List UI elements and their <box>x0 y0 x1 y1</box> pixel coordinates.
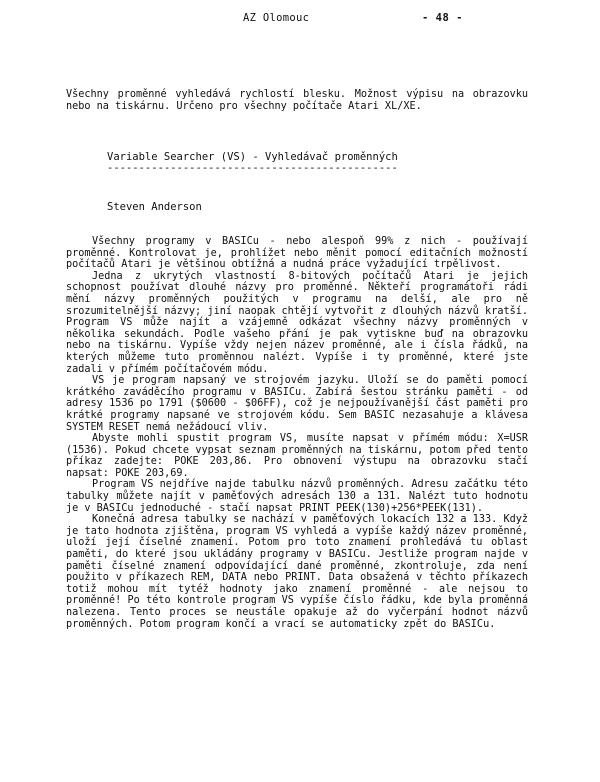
article-body <box>66 236 528 630</box>
page-header <box>0 12 600 28</box>
body-paragraph: Konečná adresa tabulky se nachází v paměťových lokacích 132 a 133. Když je tato hodnota zjištěna, program VS vyhledá a vypíše každý název proměnné, uloží její číselné znamení. Potom pro toto znamení prohledává tu oblast paměti, do které jsou ukládány programy v BASICu. Jestliže program najde v paměti číselné znamení odpovídající dané proměnné, zkontroluje, zda není použito v příkazech REM, DATA nebo PRINT. Data obsažená v těchto příkazech totiž mohou mít tytéž hodnoty jako znamení proměnné - ale nejsou to proměnné! Po této kontrole program VS vypíše číslo řádku, kde byla proměnná nalezena. Tento proces se neustále opakuje až do vyčerpání hodnot názvů proměnných. Potom program končí a vrací se automaticky zpět do BASICu. <box>66 514 528 630</box>
body-paragraph: Abyste mohli spustit program VS, musíte napsat v přímém módu: X=USR (1536). Pokud chcete vypsat seznam proměnných na tiskárnu, potom před tento příkaz zadejte: POKE 203,86. Pro obnovení výstupu na obrazovku stačí napsat: POKE 203,69. <box>66 433 528 479</box>
article-title: Variable Searcher (VS) - Vyhledávač proměnných <box>107 151 398 163</box>
body-paragraph: Jedna z ukrytých vlastností 8-bitových počítačů Atari je jejich schopnost používat dlouhé názvy pro proměnné. Někteří programátoři rádi mění názvy proměnných použitých v programu na delší, ale pro ně srozumitelnější názvy; jiní naopak chtějí vytvořit z dlouhých názvů kratší. Program VS může najít a vzájemně odkázat všechny názvy proměnných v několika sekundách. Podle vašeho přání je pak vytiskne buď na obrazovku nebo na tiskárnu. Vypíše vždy nejen název proměnné, ale i čísla řádků, na kterých můžeme tuto proměnnou nalézt. Vypíše i ty proměnné, které jste zadali v přímém počítačovém módu. <box>66 270 528 375</box>
header-title: AZ Olomouc <box>243 12 310 24</box>
body-paragraph: VS je program napsaný ve strojovém jazyku. Uloží se do paměti pomocí krátkého zaváděcího programu v BASICu. Zabírá šestou stránku paměti - od adresy 1536 po 1791 ($0600 - $06FF), což je nejpoužívanější část paměti pro krátké programy napsané ve strojovém kódu. Sem BASIC nezasahuje a klávesa SYSTEM RESET nemá nežádoucí vliv. <box>66 375 528 433</box>
page-number: - 48 - <box>422 12 463 24</box>
title-underline: ---------------------------------------------- <box>107 162 398 174</box>
body-paragraph: Program VS nejdříve najde tabulku názvů proměnných. Adresu začátku této tabulky můžete najít v paměťových adresách 130 a 131. Nalézt tuto hodnotu je v BASICu jednoduché - stačí napsat PRINT PEEK(130)+256*PEEK(131). <box>66 479 528 514</box>
article-author: Steven Anderson <box>107 201 202 213</box>
intro-paragraph: Všechny proměnné vyhledává rychlostí blesku. Možnost výpisu na obrazovku nebo na tiskárnu. Určeno pro všechny počítače Atari XL/XE. <box>66 89 528 112</box>
body-paragraph: Všechny programy v BASICu - nebo alespoň 99% z nich - používají proměnné. Kontrolovat je, prohlížet nebo měnit pomocí editačních možností počítačů Atari je většinou obtížná a nudná práce vyžadující trpělivost. <box>66 236 528 271</box>
